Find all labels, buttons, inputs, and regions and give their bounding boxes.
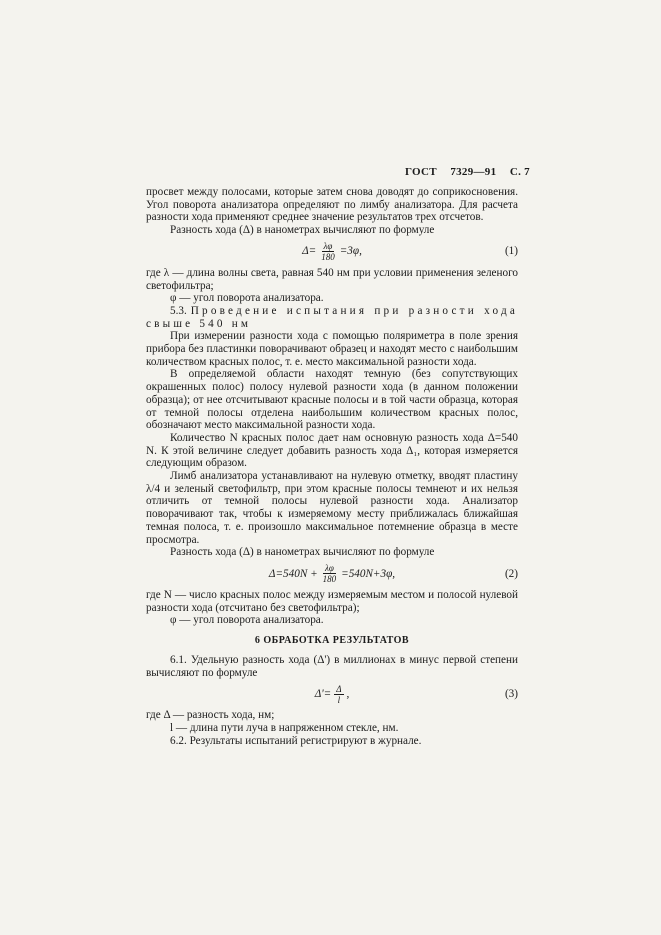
fraction-denominator: l — [337, 694, 341, 705]
definition: l — длина пути луча в напряженном стекле, нм. — [170, 721, 399, 734]
formula-number: (3) — [504, 687, 518, 700]
formula-rhs: =3φ, — [339, 245, 362, 258]
formula-2 — [146, 561, 518, 587]
formula-lhs: Δ'= — [314, 687, 332, 700]
definition: φ — угол поворота анализатора. — [170, 614, 324, 627]
definition: где N — число красных полос между измеряемым местом и полосой нулевой разности хода (отсчитано без светофильтра); — [146, 588, 518, 614]
fraction-numerator: λφ — [324, 563, 334, 574]
page-number: С. 7 — [509, 166, 530, 178]
paragraph: 6.1. Удельную разность хода (Δ') в миллионах в минус первой степени вычисляют по формуле — [146, 653, 518, 679]
fraction — [334, 684, 343, 705]
section-number: 5.3. — [170, 304, 187, 317]
paragraph: Разность хода (Δ) в нанометрах вычисляют по формуле — [170, 546, 435, 559]
formula-1 — [146, 239, 518, 265]
formula-3 — [146, 681, 518, 707]
definition: φ — угол поворота анализатора. — [170, 292, 324, 305]
formula-number: (1) — [504, 245, 518, 258]
section-heading — [146, 305, 518, 330]
formula-lhs: Δ= — [302, 245, 317, 258]
formula-number: (2) — [504, 567, 518, 580]
paragraph: 6.2. Результаты испытаний регистрируют в журнале. — [170, 734, 422, 747]
fraction-numerator: λφ — [323, 241, 333, 252]
definition: где λ — длина волны света, равная 540 нм при условии применения зеленого светофильтра; — [146, 266, 518, 292]
standard-label: ГОСТ — [405, 166, 437, 178]
paragraph: Разность хода (Δ) в нанометрах вычисляют по формуле — [170, 224, 435, 237]
formula-rhs: =540N+3φ, — [341, 567, 396, 580]
fraction-denominator: 180 — [321, 252, 335, 263]
formula-lhs: Δ=540N + — [268, 567, 318, 580]
formula-rhs: , — [346, 687, 350, 700]
fraction-denominator: 180 — [322, 574, 337, 585]
section-title: Проведение испытания при разности хода свыше 540 нм — [146, 304, 518, 330]
paragraph: В определяемой области находят темную (без сопутствующих окрашенных полос) полосу нулевой разности хода (в данном положении образца); от нее отсчитывают красные полосы и в той части образца, которая от темной полосы отделена наибольшим количеством красных полос, обозначают место максимальной разности хода. — [146, 368, 518, 432]
paragraph: При измерении разности хода с помощью поляриметра в поле зрения прибора без пластинки поворачивают образец и находят место с наибольшим количеством красных полос, т. е. место максимальной разности хода. — [146, 330, 518, 368]
fraction — [321, 563, 339, 584]
paragraph: Лимб анализатора устанавливают на нулевую отметку, вводят пластину λ/4 и зеленый светофильтр, при этом красные полосы темнеют и их нельзя отличить от темной полосы нулевой разности хода. Анализатор поворачивают так, чтобы к измеряемому месту приближалась ближайшая темная полоса, т. е. произошло максимальное потемнение образца в месте просмотра. — [146, 470, 518, 546]
paragraph: Количество N красных полос дает нам основную разность хода Δ=540 N. К этой величине следует добавить разность хода Δ₁, которая измеряется следующим образом. — [146, 431, 518, 470]
page-header — [405, 166, 530, 178]
standard-number: 7329—91 — [450, 166, 497, 178]
fraction — [319, 241, 337, 262]
fraction-numerator: Δ — [336, 683, 342, 694]
section-6-heading: 6 ОБРАБОТКА РЕЗУЛЬТАТОВ — [254, 635, 410, 647]
definition: где Δ — разность хода, нм; — [146, 709, 275, 722]
page-content — [146, 186, 518, 747]
paragraph: просвет между полосами, которые затем снова доводят до соприкосновения. Угол поворота анализатора определяют по лимбу анализатора. Для расчета разности хода применяют среднее значение результатов трех отсчетов. — [146, 186, 518, 224]
